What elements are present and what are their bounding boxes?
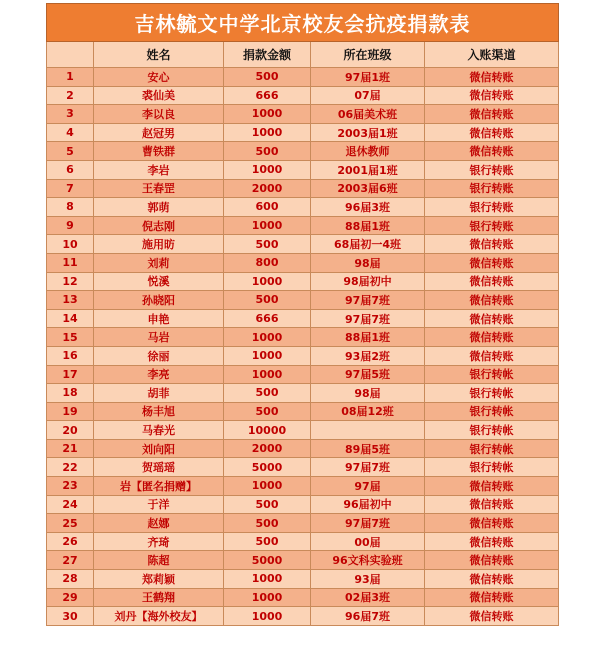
payment-channel: 微信转账 <box>425 105 559 124</box>
class-name: 68届初一4班 <box>311 235 425 254</box>
class-name: 88届1班 <box>311 216 425 235</box>
table-row <box>47 495 559 514</box>
class-name: 2003届6班 <box>311 179 425 198</box>
donation-amount: 500 <box>224 532 311 551</box>
donor-name: 齐琦 <box>94 532 224 551</box>
donation-amount: 1000 <box>224 477 311 496</box>
row-index: 17 <box>47 365 94 384</box>
row-index: 15 <box>47 328 94 347</box>
donation-amount: 500 <box>224 384 311 403</box>
donation-amount: 666 <box>224 86 311 105</box>
table-row <box>47 216 559 235</box>
payment-channel: 银行转账 <box>425 216 559 235</box>
donation-amount: 1000 <box>224 346 311 365</box>
payment-channel: 银行转帐 <box>425 458 559 477</box>
donor-name: 安心 <box>94 68 224 87</box>
class-name: 98届 <box>311 384 425 403</box>
table-row <box>47 477 559 496</box>
donor-name: 曹铁群 <box>94 142 224 161</box>
row-index: 14 <box>47 309 94 328</box>
header-amount: 捐款金额 <box>224 42 311 68</box>
table-row <box>47 421 559 440</box>
table-row <box>47 68 559 87</box>
row-index: 6 <box>47 160 94 179</box>
donation-amount: 666 <box>224 309 311 328</box>
header-row <box>47 42 559 68</box>
header-class: 所在班级 <box>311 42 425 68</box>
payment-channel: 微信转账 <box>425 477 559 496</box>
payment-channel: 银行转帐 <box>425 365 559 384</box>
class-name: 97届 <box>311 477 425 496</box>
table-row <box>47 607 559 626</box>
payment-channel: 银行转帐 <box>425 402 559 421</box>
table-row <box>47 309 559 328</box>
table-row <box>47 402 559 421</box>
donation-amount: 500 <box>224 235 311 254</box>
payment-channel: 微信转账 <box>425 570 559 589</box>
table-row <box>47 439 559 458</box>
class-name: 2003届1班 <box>311 123 425 142</box>
table-row <box>47 291 559 310</box>
row-index: 16 <box>47 346 94 365</box>
class-name: 00届 <box>311 532 425 551</box>
donation-amount: 1000 <box>224 365 311 384</box>
row-index: 4 <box>47 123 94 142</box>
row-index: 8 <box>47 198 94 217</box>
class-name: 93届 <box>311 570 425 589</box>
donation-amount: 500 <box>224 495 311 514</box>
class-name: 06届美术班 <box>311 105 425 124</box>
donor-name: 马岩 <box>94 328 224 347</box>
donation-amount: 1000 <box>224 123 311 142</box>
row-index: 11 <box>47 253 94 272</box>
payment-channel: 微信转账 <box>425 588 559 607</box>
donation-amount: 500 <box>224 142 311 161</box>
table-title: 吉林毓文中学北京校友会抗疫捐款表 <box>47 4 559 42</box>
payment-channel: 银行转账 <box>425 160 559 179</box>
class-name: 93届2班 <box>311 346 425 365</box>
row-index: 25 <box>47 514 94 533</box>
payment-channel: 微信转账 <box>425 551 559 570</box>
row-index: 26 <box>47 532 94 551</box>
donor-name: 刘莉 <box>94 253 224 272</box>
donor-name: 马春光 <box>94 421 224 440</box>
payment-channel: 银行转账 <box>425 179 559 198</box>
table-row <box>47 328 559 347</box>
class-name: 02届3班 <box>311 588 425 607</box>
donation-amount: 10000 <box>224 421 311 440</box>
donation-amount: 1000 <box>224 588 311 607</box>
row-index: 23 <box>47 477 94 496</box>
table-row <box>47 346 559 365</box>
donor-name: 郭萌 <box>94 198 224 217</box>
class-name: 97届1班 <box>311 68 425 87</box>
class-name: 退休教师 <box>311 142 425 161</box>
donation-amount: 1000 <box>224 272 311 291</box>
table-row <box>47 551 559 570</box>
payment-channel: 银行转帐 <box>425 384 559 403</box>
donor-name: 刘丹【海外校友】 <box>94 607 224 626</box>
table-row <box>47 365 559 384</box>
payment-channel: 银行转账 <box>425 198 559 217</box>
donor-name: 李以良 <box>94 105 224 124</box>
payment-channel: 微信转账 <box>425 123 559 142</box>
donor-name: 胡菲 <box>94 384 224 403</box>
class-name: 96届7班 <box>311 607 425 626</box>
donation-amount: 1000 <box>224 105 311 124</box>
row-index: 19 <box>47 402 94 421</box>
donor-name: 王鹤翔 <box>94 588 224 607</box>
class-name: 96届初中 <box>311 495 425 514</box>
row-index: 1 <box>47 68 94 87</box>
donation-amount: 1000 <box>224 160 311 179</box>
donation-amount: 500 <box>224 68 311 87</box>
table-row <box>47 105 559 124</box>
class-name: 97届7班 <box>311 309 425 328</box>
row-index: 13 <box>47 291 94 310</box>
table-row <box>47 514 559 533</box>
donor-name: 贺瑶瑶 <box>94 458 224 477</box>
donor-name: 于洋 <box>94 495 224 514</box>
row-index: 9 <box>47 216 94 235</box>
header-index <box>47 42 94 68</box>
table-row <box>47 123 559 142</box>
row-index: 30 <box>47 607 94 626</box>
donor-name: 李亮 <box>94 365 224 384</box>
row-index: 27 <box>47 551 94 570</box>
donor-name: 悦溪 <box>94 272 224 291</box>
payment-channel: 微信转账 <box>425 272 559 291</box>
header-name: 姓名 <box>94 42 224 68</box>
payment-channel: 银行转帐 <box>425 421 559 440</box>
class-name: 97届7班 <box>311 291 425 310</box>
row-index: 24 <box>47 495 94 514</box>
table-row <box>47 235 559 254</box>
donation-amount: 500 <box>224 291 311 310</box>
row-index: 21 <box>47 439 94 458</box>
table-row <box>47 458 559 477</box>
table-row <box>47 198 559 217</box>
donation-amount: 500 <box>224 402 311 421</box>
class-name: 98届初中 <box>311 272 425 291</box>
class-name: 96届3班 <box>311 198 425 217</box>
table-row <box>47 272 559 291</box>
class-name: 96文科实验班 <box>311 551 425 570</box>
donation-amount: 5000 <box>224 551 311 570</box>
row-index: 20 <box>47 421 94 440</box>
class-name: 98届 <box>311 253 425 272</box>
donation-amount: 1000 <box>224 328 311 347</box>
table-row <box>47 160 559 179</box>
row-index: 22 <box>47 458 94 477</box>
payment-channel: 微信转账 <box>425 328 559 347</box>
payment-channel: 微信转账 <box>425 495 559 514</box>
donor-name: 赵冠男 <box>94 123 224 142</box>
class-name: 08届12班 <box>311 402 425 421</box>
row-index: 5 <box>47 142 94 161</box>
class-name: 97届5班 <box>311 365 425 384</box>
donation-amount: 1000 <box>224 607 311 626</box>
payment-channel: 微信转账 <box>425 68 559 87</box>
class-name <box>311 421 425 440</box>
table-row <box>47 532 559 551</box>
class-name: 97届7班 <box>311 514 425 533</box>
table-row <box>47 253 559 272</box>
table-row <box>47 86 559 105</box>
payment-channel: 微信转账 <box>425 514 559 533</box>
class-name: 07届 <box>311 86 425 105</box>
table-row <box>47 384 559 403</box>
donor-name: 赵娜 <box>94 514 224 533</box>
donor-name: 徐丽 <box>94 346 224 365</box>
header-channel: 入账渠道 <box>425 42 559 68</box>
donation-amount: 800 <box>224 253 311 272</box>
donor-name: 李岩 <box>94 160 224 179</box>
donor-name: 倪志刚 <box>94 216 224 235</box>
class-name: 89届5班 <box>311 439 425 458</box>
donor-name: 刘向阳 <box>94 439 224 458</box>
row-index: 2 <box>47 86 94 105</box>
table-row <box>47 142 559 161</box>
donation-amount: 500 <box>224 514 311 533</box>
donation-amount: 1000 <box>224 570 311 589</box>
donor-name: 申艳 <box>94 309 224 328</box>
payment-channel: 微信转账 <box>425 142 559 161</box>
donor-name: 郑莉颖 <box>94 570 224 589</box>
donation-amount: 2000 <box>224 179 311 198</box>
donation-amount: 1000 <box>224 216 311 235</box>
row-index: 18 <box>47 384 94 403</box>
donor-name: 孙晓阳 <box>94 291 224 310</box>
row-index: 12 <box>47 272 94 291</box>
payment-channel: 微信转账 <box>425 346 559 365</box>
donor-name: 施用昉 <box>94 235 224 254</box>
donation-amount: 5000 <box>224 458 311 477</box>
row-index: 10 <box>47 235 94 254</box>
table-row <box>47 588 559 607</box>
class-name: 2001届1班 <box>311 160 425 179</box>
donor-name: 岩【匿名捐赠】 <box>94 477 224 496</box>
payment-channel: 微信转账 <box>425 291 559 310</box>
payment-channel: 微信转账 <box>425 86 559 105</box>
donor-name: 杨丰旭 <box>94 402 224 421</box>
row-index: 29 <box>47 588 94 607</box>
table-row <box>47 570 559 589</box>
payment-channel: 微信转账 <box>425 607 559 626</box>
row-index: 3 <box>47 105 94 124</box>
donor-name: 陈超 <box>94 551 224 570</box>
donor-name: 王春罡 <box>94 179 224 198</box>
payment-channel: 微信转账 <box>425 309 559 328</box>
donation-table <box>46 3 559 626</box>
class-name: 97届7班 <box>311 458 425 477</box>
payment-channel: 微信转账 <box>425 253 559 272</box>
payment-channel: 微信转账 <box>425 532 559 551</box>
donor-name: 裘仙美 <box>94 86 224 105</box>
class-name: 88届1班 <box>311 328 425 347</box>
payment-channel: 银行转帐 <box>425 439 559 458</box>
donation-amount: 600 <box>224 198 311 217</box>
table-row <box>47 179 559 198</box>
donation-amount: 2000 <box>224 439 311 458</box>
row-index: 7 <box>47 179 94 198</box>
payment-channel: 微信转账 <box>425 235 559 254</box>
row-index: 28 <box>47 570 94 589</box>
